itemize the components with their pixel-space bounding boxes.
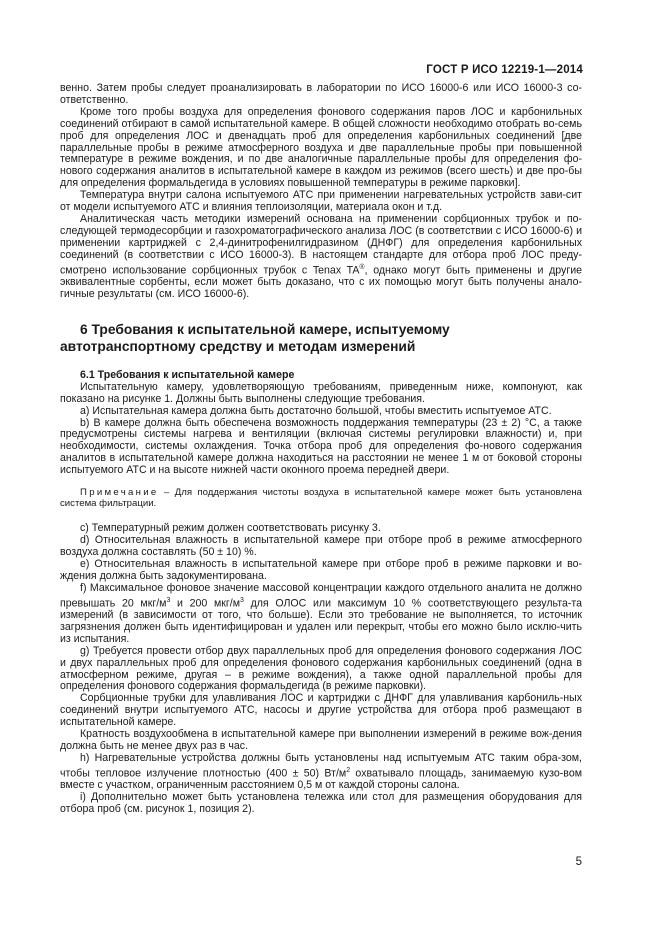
paragraph-chamber-layout: Испытательную камеру, удовлетворяющую требованиям, приведенным ниже, компонуют, как показано на рисунке 1. Должны быть выполнены следующие требования. <box>60 380 582 405</box>
subsection-heading-6-1: 6.1 Требования к испытательной камере <box>80 368 295 381</box>
paragraph-background-samples: Кроме того пробы воздуха для определения фонового содержания паров ЛОС и карбонильных соединений отбирают в самой испытательной камере. В общей сложности необходимо отобрать во-семь проб для определения ЛОС и двенадцать проб для определения карбонильных соединений [две параллельные пробы в режиме атмосферного воздуха и две параллельные пробы при повышенной температуре в режиме вождения, и по две аналогичные параллельные пробы для определения фо-нового содержания аналитов в испытательной камере в каждом из режимов (всего шесть) и две про-бы для определения формальдегида в условиях повышенной температуры в режиме парковки]. <box>60 105 582 190</box>
analytical-method-text-2: , однако могут быть применены и другие эквивалентные сорбенты, если может быть доказано, что с их помощью могут быть получены анало-гичные результаты (см. ИСО 16000-6). <box>60 264 582 300</box>
requirement-item-a: a) Испытательная камера должна быть достаточно большой, чтобы вместить испытуемое АТС. <box>80 404 552 417</box>
requirement-item-b: b) В камере должна быть обеспечена возможность поддержания температуры (23 ± 2) °С, а также предусмотрены системы нагрева и вентиляции (включая системы регулировки влажности) и, при необходимости, системы охлаждения. Точка отбора проб для определения фо-нового содержания аналитов в испытательной камере должна находиться на расстоянии не менее 1 м от боковой стороны испытуемого АТС и на высоте нижней части оконного проема передней двери. <box>60 416 582 477</box>
requirement-item-e: e) Относительная влажность в испытательной камере при отборе проб в режиме парковки и во-ждения должна быть задокументирована. <box>60 557 582 582</box>
document-header: ГОСТ Р ИСО 12219-1—2014 <box>426 64 583 76</box>
paragraph-sorbent-tubes: Сорбционные трубки для улавливания ЛОС и картриджи с ДНФГ для улавливания карбониль-ных соединений внутри испытуемого АТС, насосы и другие устройства для отбора проб размещают в испытательной камере. <box>60 692 582 729</box>
item-f-text-1: f) Максимальное фоновое значение массовой концентрации каждого отдельного аналита не должно превышать 20 мкг/м <box>60 581 582 610</box>
note-label: Примечание <box>80 487 159 499</box>
analytical-method-text-1: Аналитическая часть методики измерений основана на применении сорбционных трубок и по-следующей термодесорбции и газохроматографического анализа ЛОС (в соответствии с ИСО 16000-6) и применении картриджей с 2,4-динитрофенилгидразином (ДНФГ) для определения карбонильных соединений (в соответствии с ИСО 16000-3). В настоящем стандарте для отбора проб ЛОС преду-смотрено использование сорбционных трубок с Tenax TA <box>60 212 582 277</box>
item-f-text-2: и 200 мкг/м <box>170 597 240 610</box>
page-number: 5 <box>575 856 582 868</box>
paragraph-interior-temperature: Температура внутри салона испытуемого АТС при применении нагревательных устройств зави-сит от модели испытуемого АТС и влияния теплоизоляции, материала окон и т.д. <box>60 189 582 214</box>
item-f-superscript-1: 3 <box>166 596 171 604</box>
requirement-item-i: i) Дополнительно может быть установлена тележка или стол для размещения оборудования для отбора проб (см. рисунок 1, позиция 2). <box>60 791 582 815</box>
requirement-item-c: c) Температурный режим должен соответствовать рисунку 3. <box>80 522 381 535</box>
requirement-item-h <box>60 753 582 792</box>
section-heading-6: 6 Требования к испытательной камере, испытуемому автотранспортному средству и методам измерений <box>60 321 450 354</box>
note <box>60 487 582 509</box>
requirement-item-g: g) Требуется провести отбор двух параллельных проб для определения фонового содержания ЛОС и двух параллельных проб для определения фонового содержания карбонильных соединений (одна в атмосферном режиме, другая – в режиме вождения), а также одной параллельной пробы для определения фонового содержания формальдегида (в режиме парковки). <box>60 644 582 693</box>
item-h-text-1: h) Нагревательные устройства должны быть установлены над испытуемым АТС таким обра-зом, чтобы тепловое излучение плотностью (400 ± 50) Вт/м <box>60 751 582 780</box>
note-text: – Для поддержания чистоты воздуха в испытательной камере может быть установлена система фильтрации. <box>60 487 582 510</box>
paragraph-analytical-method <box>60 214 582 301</box>
paragraph-continuation: венно. Затем пробы следует проанализировать в лаборатории по ИСО 16000-6 или ИСО 16000-3 со-ответственно. <box>60 82 582 106</box>
item-h-text-2: охватывало площадь, занимаемую кузо-вом вместе с участком, ограниченным расстоянием 0,5 м от каждой стороны салона. <box>60 767 582 792</box>
requirement-item-d: d) Относительная влажность в испытательной камере при отборе проб в режиме атмосферного воздуха должна составлять (50 ± 10) %. <box>60 534 582 558</box>
item-f-superscript-2: 3 <box>239 596 244 604</box>
item-h-superscript: 2 <box>346 766 351 774</box>
paragraph-air-exchange: Кратность воздухообмена в испытательной камере при выполнении измерений в режиме вож-дения должна быть не менее двух раз в час. <box>60 728 582 752</box>
requirement-item-f <box>60 583 582 646</box>
document-body <box>60 83 582 816</box>
item-f-text-3: для ОЛОС или максимум 10 % соответствующего результа-та измерений (в зависимости от того, что больше). Если это требование не выполняется, то источник загрязнения должен быть идентифицирован и удален или перекрыт, чтобы его можно было исклю-чить из испытания. <box>60 597 582 645</box>
registered-mark: ® <box>359 263 365 271</box>
